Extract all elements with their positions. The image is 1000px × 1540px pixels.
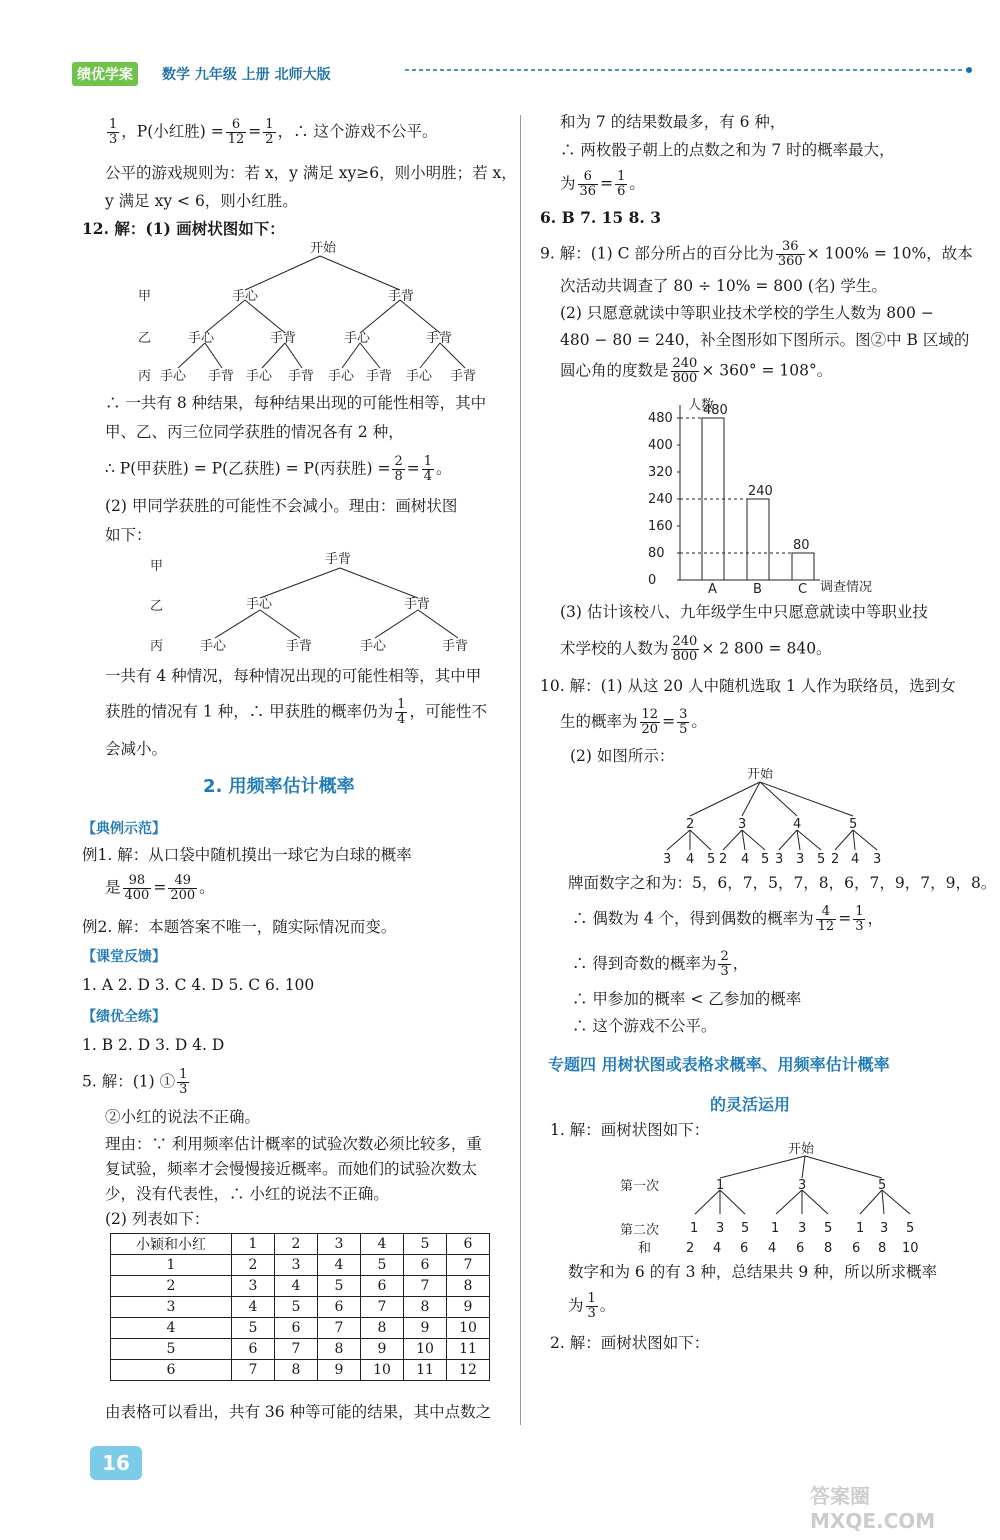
svg-text:1: 1	[716, 1178, 725, 1193]
svg-text:手心: 手心	[246, 369, 273, 384]
sum-table	[110, 1233, 490, 1381]
svg-text:4: 4	[793, 817, 802, 832]
svg-text:6: 6	[852, 1241, 861, 1256]
topic-q1: 1. 解：画树状图如下：	[550, 1121, 710, 1139]
tag-feedback: 【课堂反馈】	[82, 949, 166, 965]
chart-ylabel: 人数	[688, 398, 715, 413]
svg-text:5: 5	[878, 1178, 887, 1193]
svg-text:8: 8	[878, 1241, 887, 1256]
svg-text:3: 3	[663, 852, 672, 867]
svg-text:手心: 手心	[328, 369, 355, 384]
svg-text:6: 6	[796, 1241, 805, 1256]
tree4-sum: 和	[638, 1241, 652, 1256]
left-line-3: y 满足 xy < 6，则小红胜。	[105, 192, 298, 210]
y-tick-label: 400	[648, 438, 673, 453]
left-line-1: $\frac{1}{3}$ ，P(小红胜) = $\frac{6}{12}$ = $\frac{1}{2}$ ，∴ 这个游戏不公平。	[109, 117, 438, 147]
chart-xlabel: 调查情况	[820, 580, 873, 595]
topic-q2: 2. 解：画树状图如下：	[550, 1334, 710, 1352]
x-tick-label: B	[753, 582, 762, 597]
left-line-2: 公平的游戏规则为：若 x，y 满足 xy≥6，则小明胜；若 x，	[105, 164, 517, 182]
topic-4-title: 专题四 用树状图或表格求概率、用频率估计概率	[548, 1055, 890, 1074]
svg-text:5: 5	[824, 1221, 833, 1236]
example-1-b: 是 $\frac{98}{400}$ = $\frac{49}{200}$ 。	[105, 873, 215, 903]
svg-text:10: 10	[902, 1241, 919, 1256]
example-2: 例2. 解：本题答案不唯一，随实际情况而变。	[82, 918, 397, 936]
x-tick-label: A	[708, 582, 717, 597]
q9-line-3: (2) 只愿意就读中等职业技术学校的学生人数为 800 −	[560, 304, 934, 322]
tag-examples: 【典例示范】	[82, 821, 166, 837]
y-tick-label: 80	[648, 546, 665, 561]
svg-text:手心: 手心	[360, 639, 387, 654]
q10-line-5: ∴ 偶数为 4 个，得到偶数的概率为 $\frac{4}{12}$ = $\frac{1}{3}$ ，	[572, 904, 883, 934]
tree1-start: 开始	[310, 241, 337, 256]
svg-text:2: 2	[686, 1241, 695, 1256]
q5-line-2: ②小红的说法不正确。	[105, 1108, 261, 1126]
q5-line-1: 5. 解：(1) ① $\frac{1}{3}$	[82, 1067, 188, 1097]
svg-text:2: 2	[719, 852, 728, 867]
tree-diagram-3	[655, 768, 895, 868]
svg-text:3: 3	[716, 1221, 725, 1236]
svg-text:4: 4	[768, 1241, 777, 1256]
tree-diagram-2	[140, 548, 500, 660]
q12-text-1: ∴ 一共有 8 种结果，每种结果出现的可能性相等，其中	[105, 394, 487, 412]
q12-text-6: 一共有 4 种情况，每种情况出现的可能性相等，其中甲	[105, 667, 482, 685]
svg-text:手心: 手心	[188, 331, 215, 346]
svg-text:手背: 手背	[366, 369, 393, 384]
svg-text:手背: 手背	[288, 369, 315, 384]
tag-practice: 【绩优全练】	[82, 1009, 166, 1025]
x-tick-label: C	[798, 582, 808, 597]
q12-text-8: 会减小。	[105, 740, 168, 758]
table-row: 3 4 5 6 7 8 9	[111, 1297, 490, 1318]
watermark: 答案圈 MXQE.COM	[810, 1484, 936, 1533]
bar-value-label: 240	[748, 484, 773, 499]
q12-text-2: 甲、乙、丙三位同学获胜的情况各有 2 种，	[105, 423, 404, 441]
svg-text:手背: 手背	[426, 331, 453, 346]
right-line-1: 和为 7 的结果数最多，有 6 种，	[560, 113, 786, 131]
svg-text:5: 5	[707, 852, 716, 867]
q12-text-3: ∴ P(甲获胜) = P(乙获胜) = P(丙获胜) = $\frac{2}{8}$ = $\frac{1}{4}$ 。	[105, 454, 452, 484]
q5-line-7: 由表格可以看出，共有 36 种等可能的结果，其中点数之	[105, 1403, 492, 1421]
svg-text:3: 3	[798, 1221, 807, 1236]
y-tick-label: 320	[648, 465, 673, 480]
tree1-jia: 甲	[138, 289, 152, 304]
example-1: 例1. 解：从口袋中随机摸出一球它为白球的概率	[82, 846, 412, 864]
svg-text:3: 3	[798, 1178, 807, 1193]
svg-text:2: 2	[686, 817, 695, 832]
table-row: 2 3 4 5 6 7 8	[111, 1276, 490, 1297]
answers-feedback: 1. A 2. D 3. C 4. D 5. C 6. 100	[82, 976, 315, 994]
right-line-2: ∴ 两枚骰子朝上的点数之和为 7 时的概率最大，	[560, 141, 895, 159]
svg-text:3: 3	[880, 1221, 889, 1236]
topic-q1-text-2: 为 $\frac{1}{3}$ 。	[568, 1291, 616, 1321]
svg-text:丙: 丙	[150, 639, 164, 654]
q5-line-4: 复试验，频率才会慢慢接近概率。而她们的试验次数太	[105, 1160, 478, 1178]
tree-diagram-4	[620, 1140, 940, 1260]
svg-text:3: 3	[738, 817, 747, 832]
y-tick-label: 160	[648, 519, 673, 534]
svg-text:手背: 手背	[404, 597, 431, 612]
tree1-yi: 乙	[138, 331, 152, 346]
svg-text:手背: 手背	[208, 369, 235, 384]
bar-value-label: 480	[703, 403, 728, 418]
svg-text:3: 3	[873, 852, 882, 867]
svg-text:5: 5	[817, 852, 826, 867]
svg-text:2: 2	[831, 852, 840, 867]
topic-4-title-2: 的灵活运用	[710, 1095, 791, 1114]
column-divider	[520, 115, 521, 1425]
bar-B	[747, 499, 769, 580]
svg-text:手心: 手心	[246, 597, 273, 612]
topic-q1-text: 数字和为 6 的有 3 种，总结果共 9 种，所以所求概率	[568, 1263, 938, 1281]
q9-line-5: 圆心角的度数是 $\frac{240}{800}$ × 360° = 108°。	[560, 356, 833, 386]
right-line-3: 为 $\frac{6}{36}$ = $\frac{1}{6}$ 。	[560, 169, 645, 199]
svg-text:3: 3	[775, 852, 784, 867]
header-subtitle: 数学 九年级 上册 北师大版	[162, 67, 331, 83]
tree1-bing: 丙	[138, 369, 152, 384]
table-row: 1 2 3 4 5 6 7	[111, 1255, 490, 1276]
table-row: 6 7 8 9 10 11 12	[111, 1360, 490, 1381]
svg-text:甲: 甲	[150, 559, 164, 574]
q10-line-3: (2) 如图所示：	[570, 747, 675, 765]
svg-text:4: 4	[713, 1241, 722, 1256]
svg-text:乙: 乙	[150, 599, 164, 614]
table-header-row: 小颖和小红 1 2 3 4 5 6	[111, 1234, 490, 1255]
q12-text-7: 获胜的情况有 1 种，∴ 甲获胜的概率仍为 $\frac{1}{4}$ ，可能性不	[105, 697, 487, 727]
svg-text:6: 6	[740, 1241, 749, 1256]
q12-heading: 12. 解：(1) 画树状图如下：	[82, 219, 285, 238]
q9-line-4: 480 − 80 = 240，补全图形如下图所示。图②中 B 区域的	[560, 331, 970, 349]
bar-chart	[640, 395, 900, 600]
tree-diagram-1	[130, 238, 500, 388]
q9-line-6: (3) 估计该校八、九年级学生中只愿意就读中等职业技	[560, 603, 928, 621]
tree4-second: 第二次	[620, 1223, 660, 1238]
svg-text:5: 5	[761, 852, 770, 867]
svg-text:手心: 手心	[344, 331, 371, 346]
q12-text-5: 如下：	[105, 526, 152, 544]
answers-practice: 1. B 2. D 3. D 4. D	[82, 1036, 225, 1054]
q12-text-4: (2) 甲同学获胜的可能性不会减小。理由：画树状图	[105, 497, 458, 515]
page-number: 16	[90, 1446, 142, 1480]
q9-line-2: 次活动共调查了 80 ÷ 10% = 800 (名) 学生。	[560, 277, 887, 295]
svg-text:5: 5	[849, 817, 858, 832]
svg-text:手背: 手背	[286, 639, 313, 654]
q10-line-2: 生的概率为 $\frac{12}{20}$ = $\frac{3}{5}$ 。	[560, 707, 707, 737]
svg-text:1: 1	[856, 1221, 865, 1236]
svg-text:开始: 开始	[788, 1142, 815, 1157]
bar-C	[792, 553, 814, 580]
brand-badge: 绩优学案	[72, 62, 138, 86]
svg-text:开始: 开始	[747, 768, 774, 782]
svg-text:1: 1	[690, 1221, 699, 1236]
y-tick-label: 0	[648, 573, 657, 588]
svg-text:手背: 手背	[442, 639, 469, 654]
header-dotted-rule	[405, 66, 975, 74]
svg-text:手背: 手背	[325, 552, 352, 567]
svg-text:手背: 手背	[270, 331, 297, 346]
svg-text:3: 3	[796, 852, 805, 867]
y-tick-label: 240	[648, 492, 673, 507]
svg-text:手心: 手心	[160, 369, 187, 384]
svg-text:4: 4	[686, 852, 695, 867]
svg-text:4: 4	[741, 852, 750, 867]
section-title-2: 2. 用频率估计概率	[203, 776, 355, 797]
svg-text:手背: 手背	[388, 289, 415, 304]
q10-line-4: 牌面数字之和为：5，6，7，5，7，8，6，7，9，7，9，8。	[568, 874, 997, 892]
table-row: 4 5 6 7 8 9 10	[111, 1318, 490, 1339]
svg-text:8: 8	[824, 1241, 833, 1256]
y-tick-label: 480	[648, 411, 673, 426]
bar-value-label: 80	[793, 538, 810, 553]
table-row: 5 6 7 8 9 10 11	[111, 1339, 490, 1360]
tree4-first: 第一次	[620, 1179, 660, 1194]
q9-line-1: 9. 解：(1) C 部分所占的百分比为 $\frac{36}{360}$ × 100% = 10%，故本	[540, 239, 973, 269]
q10-line-6: ∴ 得到奇数的概率为 $\frac{2}{3}$ ，	[572, 949, 749, 979]
svg-text:1: 1	[771, 1221, 780, 1236]
q5-line-5: 少，没有代表性，∴ 小红的说法不正确。	[105, 1185, 389, 1203]
svg-text:5: 5	[741, 1221, 750, 1236]
svg-text:手心: 手心	[406, 369, 433, 384]
q5-line-3: 理由：∵ 利用频率估计概率的试验次数必须比较多，重	[105, 1135, 482, 1153]
q10-line-7: ∴ 甲参加的概率 < 乙参加的概率	[572, 990, 802, 1008]
svg-text:4: 4	[851, 852, 860, 867]
answers-6-8: 6. B 7. 15 8. 3	[540, 208, 661, 227]
svg-text:手背: 手背	[450, 369, 477, 384]
q5-line-6: (2) 列表如下：	[105, 1210, 210, 1228]
q10-line-1: 10. 解：(1) 从这 20 人中随机选取 1 人作为联络员，选到女	[540, 677, 956, 695]
q9-line-7: 术学校的人数为 $\frac{240}{800}$ × 2 800 = 840。	[560, 634, 832, 664]
svg-text:手心: 手心	[232, 289, 259, 304]
svg-text:5: 5	[906, 1221, 915, 1236]
q10-line-8: ∴ 这个游戏不公平。	[572, 1017, 717, 1035]
svg-text:手心: 手心	[200, 639, 227, 654]
